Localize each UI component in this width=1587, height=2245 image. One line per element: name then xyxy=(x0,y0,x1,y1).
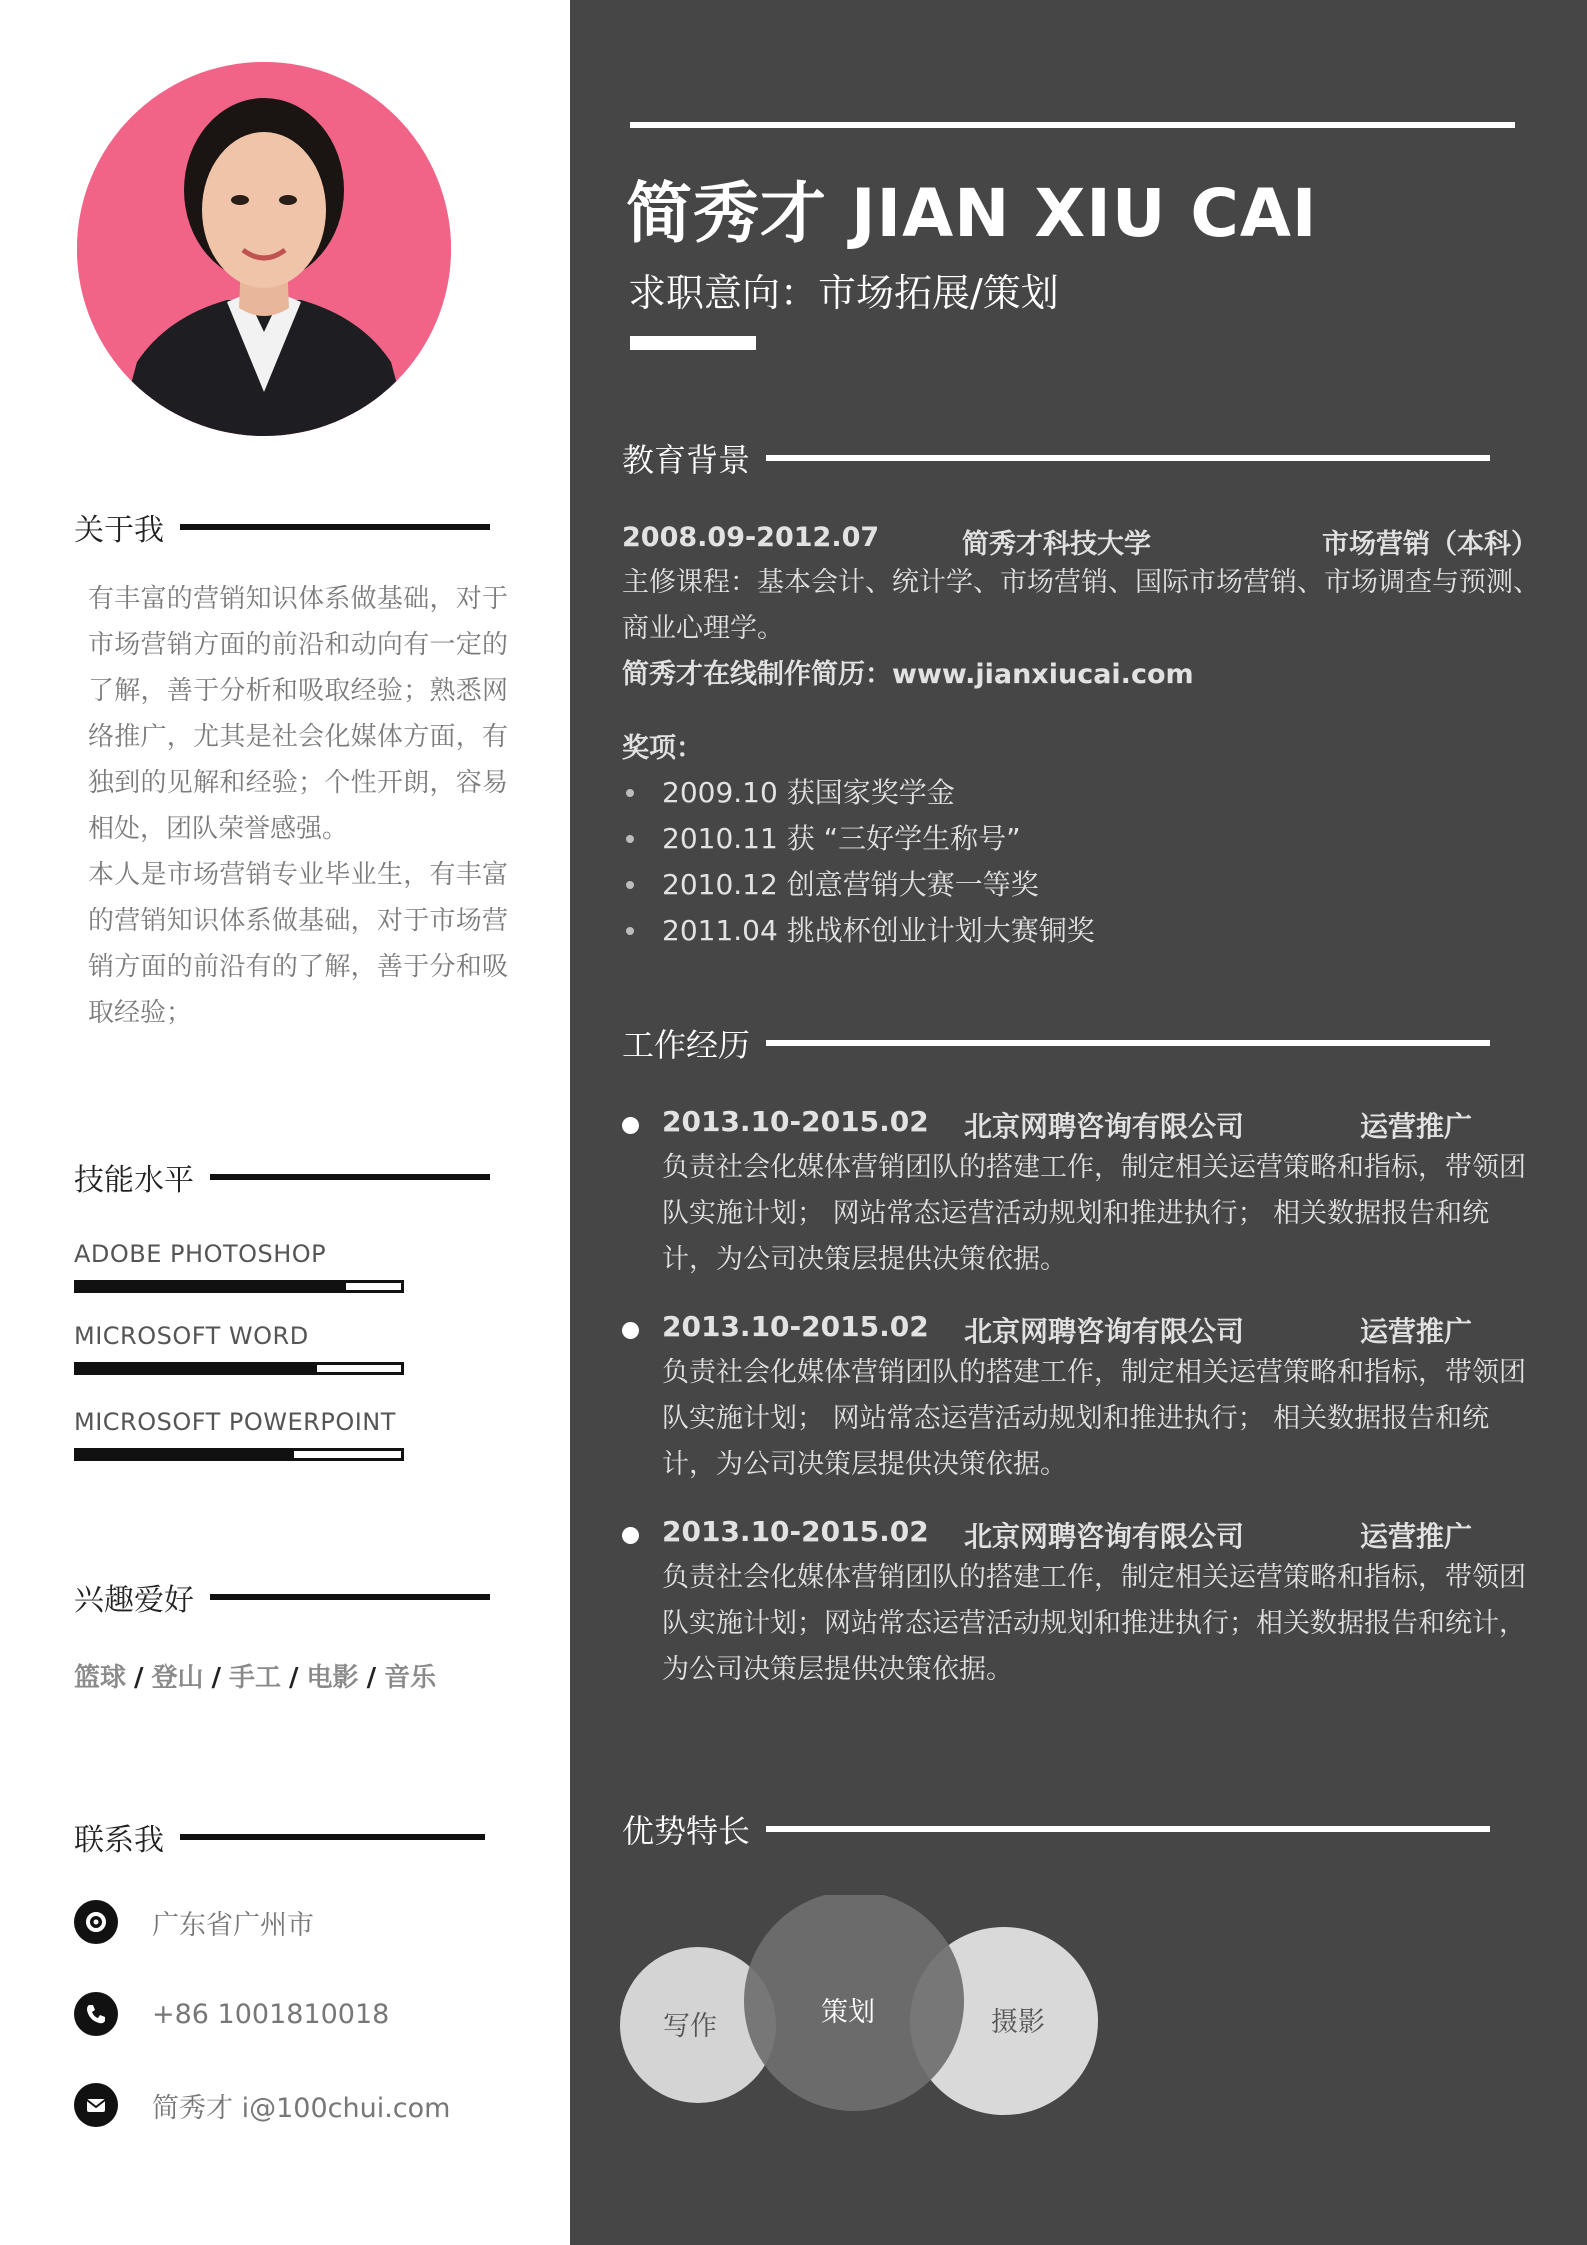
job-description: 负责社会化媒体营销团队的搭建工作，制定相关运营策略和指标，带领团队实施计划； 网站常态运营活动规划和推进执行； 相关数据报告和统计，为公司决策层提供决策依据。 xyxy=(662,1357,1526,1480)
bullet-icon xyxy=(622,1527,639,1544)
work-title: 工作经历 xyxy=(622,1026,751,1064)
award-item xyxy=(626,862,1095,908)
job-description: 负责社会化媒体营销团队的搭建工作，制定相关运营策略和指标，带领团队实施计划；网站常态运营活动规划和推进执行；相关数据报告和统计，为公司决策层提供决策依据。 xyxy=(662,1562,1526,1685)
skill-bar xyxy=(74,1280,404,1293)
bullet-icon xyxy=(626,789,634,797)
education-major: 市场营销（本科） xyxy=(1322,529,1538,560)
hobby-separator: / xyxy=(134,1663,144,1693)
job-head xyxy=(622,1310,1542,1350)
about-title: 关于我 xyxy=(74,513,164,548)
award-text: 2011.04 挑战杯创业计划大赛铜奖 xyxy=(662,914,1095,947)
phone-text[interactable]: +86 1001810018 xyxy=(152,1998,390,2030)
job-entry xyxy=(622,1105,1542,1283)
education-header xyxy=(622,435,1490,481)
location-icon xyxy=(74,1900,118,1944)
header-accent-bar xyxy=(630,336,756,350)
hobby-separator: / xyxy=(366,1663,377,1693)
email-text[interactable]: 简秀才 i@100chui.com xyxy=(152,2092,451,2124)
job-company: 北京网聘咨询有限公司 xyxy=(964,1110,1245,1143)
job-head xyxy=(622,1105,1542,1145)
about-paragraph-1: 有丰富的营销知识体系做基础，对于市场营销方面的前沿和动向有一定的了解，善于分析和吸取经验；熟悉网络推广，尤其是社会化媒体方面，有独到的见解和经验；个性开朗，容易相处，团队荣誉感强。 xyxy=(88,584,508,844)
contact-header xyxy=(74,1815,485,1859)
skill-name: ADOBE PHOTOSHOP xyxy=(74,1240,327,1268)
skills-divider xyxy=(210,1174,490,1180)
phone-icon xyxy=(74,1992,118,2036)
about-text xyxy=(88,576,508,1036)
awards-title: 奖项： xyxy=(622,733,703,764)
hobbies-title: 兴趣爱好 xyxy=(74,1583,194,1618)
job-entry xyxy=(622,1515,1542,1693)
job-period: 2013.10-2015.02 xyxy=(662,1310,929,1343)
skill-name: MICROSOFT POWERPOINT xyxy=(74,1408,396,1436)
skills-header xyxy=(74,1155,490,1199)
job-period: 2013.10-2015.02 xyxy=(662,1105,929,1138)
skill-bar-fill xyxy=(77,1283,346,1290)
job-company: 北京网聘咨询有限公司 xyxy=(964,1315,1245,1348)
skill-item xyxy=(74,1322,404,1375)
award-text: 2009.10 获国家奖学金 xyxy=(662,776,955,809)
bullet-icon xyxy=(622,1117,639,1134)
education-courses: 主修课程：基本会计、统计学、市场营销、国际市场营销、市场调查与预测、商业心理学。 xyxy=(622,567,1540,644)
skill-item xyxy=(74,1408,404,1461)
award-item xyxy=(626,908,1095,954)
skill-item xyxy=(74,1240,404,1293)
education-title: 教育背景 xyxy=(622,441,751,479)
job-description: 负责社会化媒体营销团队的搭建工作，制定相关运营策略和指标，带领团队实施计划； 网站常态运营活动规划和推进执行； 相关数据报告和统计，为公司决策层提供决策依据。 xyxy=(662,1152,1526,1275)
hobby-item: 电影 xyxy=(306,1663,359,1693)
skill-bar xyxy=(74,1448,404,1461)
venn-label-writing: 写作 xyxy=(663,2011,717,2042)
contact-address xyxy=(74,1900,314,1944)
hobby-separator: / xyxy=(289,1663,299,1693)
education-online: 简秀才在线制作简历：www.jianxiucai.com xyxy=(622,659,1194,690)
hobbies-divider xyxy=(210,1594,490,1600)
education-period: 2008.09-2012.07 xyxy=(622,522,880,553)
strengths-divider xyxy=(766,1826,1490,1832)
hobbies-header xyxy=(74,1575,490,1619)
job-head xyxy=(622,1515,1542,1555)
hobby-item: 篮球 xyxy=(74,1663,127,1693)
about-paragraph-2: 本人是市场营销专业毕业生，有丰富的营销知识体系做基础，对于市场营销方面的前沿有的了解，善于分和吸取经验； xyxy=(88,860,508,1028)
about-divider xyxy=(180,524,490,530)
hobby-item: 手工 xyxy=(229,1663,282,1693)
strengths-title: 优势特长 xyxy=(622,1812,751,1850)
award-text: 2010.12 创意营销大赛一等奖 xyxy=(662,868,1039,901)
contact-divider xyxy=(180,1834,485,1840)
award-item xyxy=(626,770,1095,816)
candidate-name: 简秀才 JIAN XIU CAI xyxy=(626,175,1318,252)
work-header xyxy=(622,1020,1490,1066)
job-period: 2013.10-2015.02 xyxy=(662,1515,929,1548)
hobby-item: 音乐 xyxy=(384,1663,437,1693)
person-portrait-image xyxy=(77,62,451,436)
about-header xyxy=(74,505,490,549)
contact-title: 联系我 xyxy=(74,1823,164,1858)
job-company: 北京网聘咨询有限公司 xyxy=(964,1520,1245,1553)
header-top-rule xyxy=(630,122,1515,128)
job-role: 运营推广 xyxy=(1360,1315,1473,1348)
skill-bar xyxy=(74,1362,404,1375)
address-text: 广东省广州市 xyxy=(152,1909,314,1941)
contact-email xyxy=(74,2083,450,2127)
strengths-header xyxy=(622,1806,1490,1852)
job-role: 运营推广 xyxy=(1360,1110,1473,1143)
job-objective: 求职意向：市场拓展/策划 xyxy=(628,271,1059,315)
award-text: 2010.11 获 “三好学生称号” xyxy=(662,822,1021,855)
bullet-icon xyxy=(626,835,634,843)
job-entry xyxy=(622,1310,1542,1488)
left-column xyxy=(0,0,570,2245)
bullet-icon xyxy=(626,881,634,889)
skills-title: 技能水平 xyxy=(74,1163,194,1198)
hobbies-list xyxy=(74,1657,436,1694)
education-school: 简秀才科技大学 xyxy=(962,529,1151,560)
profile-photo xyxy=(77,62,451,436)
awards-list xyxy=(626,770,1095,954)
strengths-venn xyxy=(620,1895,1120,2125)
skill-bar-fill xyxy=(77,1451,294,1458)
work-divider xyxy=(766,1040,1490,1046)
hobby-item: 登山 xyxy=(151,1663,204,1693)
job-role: 运营推广 xyxy=(1360,1520,1473,1553)
bullet-icon xyxy=(626,927,634,935)
skill-bar-fill xyxy=(77,1365,317,1372)
contact-phone xyxy=(74,1992,389,2036)
bullet-icon xyxy=(622,1322,639,1339)
skill-name: MICROSOFT WORD xyxy=(74,1322,309,1350)
award-item xyxy=(626,816,1095,862)
education-divider xyxy=(766,455,1490,461)
mail-icon xyxy=(74,2083,118,2127)
venn-label-planning: 策划 xyxy=(821,1997,875,2028)
right-column xyxy=(570,0,1587,2245)
hobby-separator: / xyxy=(211,1663,222,1693)
venn-label-photography: 摄影 xyxy=(991,2007,1045,2038)
